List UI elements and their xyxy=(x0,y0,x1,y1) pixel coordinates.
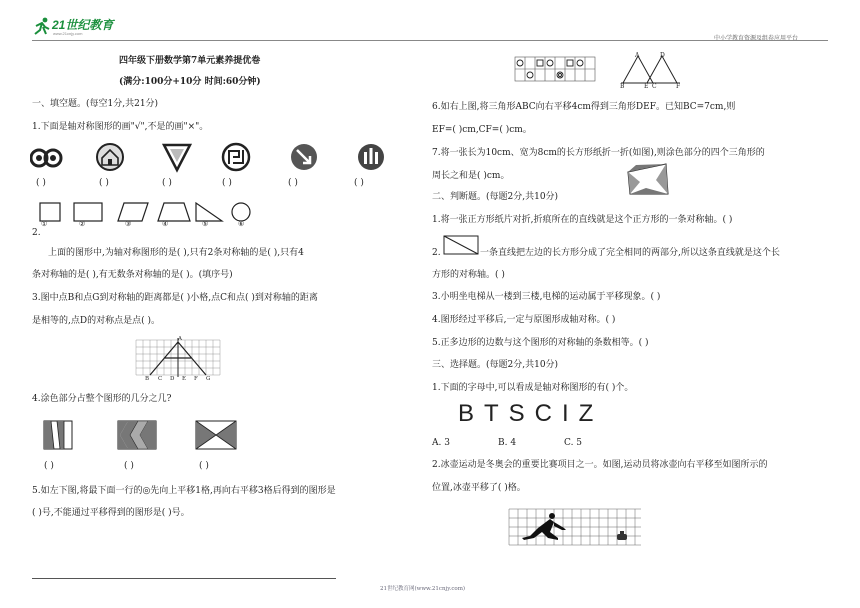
q1-blank-6[interactable]: ( ) xyxy=(354,178,364,188)
q6-label-a: A xyxy=(635,52,640,59)
c2-curling-grid-figure xyxy=(508,508,642,548)
right-triangle-shape xyxy=(196,203,222,221)
q4-figures xyxy=(40,415,246,455)
q6-line1: 6.如右上图,将三角形ABC向右平移4cm得到三角形DEF。已知BC=7cm,则 xyxy=(432,102,736,112)
j2-line2: 方形的对称轴。( ) xyxy=(432,270,505,280)
j3-text: 3.小明坐电梯从一楼到三楼,电梯的运动属于平移现象。( ) xyxy=(432,292,661,302)
shape-label-2: ② xyxy=(79,220,86,228)
q6-label-b: B xyxy=(620,83,625,90)
footer-site: 21世纪教育网(www.21cnjy.com) xyxy=(380,586,466,592)
j2-line1: 一条直线把左边的长方形分成了完全相同的两部分,所以这条直线就是这个长 xyxy=(480,248,780,258)
swirl-circle-icon xyxy=(223,144,249,170)
q6-label-d: D xyxy=(660,52,665,59)
shape-label-1: ① xyxy=(41,220,48,228)
j1-text: 1.将一张正方形纸片对折,折痕所在的直线就是这个正方形的一条对称轴。( ) xyxy=(432,215,733,225)
house-circle-icon xyxy=(97,144,123,170)
q1-blank-2[interactable]: ( ) xyxy=(99,178,109,188)
grid-point-d: D xyxy=(170,376,175,382)
q7-line1: 7.将一张长为10cm、宽为8cm的长方形纸折一折(如图),则涂色部分的四个三角形的 xyxy=(432,148,765,158)
q2-line2: 条对称轴的是( ),有无数条对称轴的是( )。(填序号) xyxy=(32,270,233,280)
q6-line2: EF=( )cm,CF=( )cm。 xyxy=(432,125,532,135)
q4-blank-3[interactable]: ( ) xyxy=(199,461,209,471)
header-logo xyxy=(32,14,122,40)
q6-triangles-figure xyxy=(618,52,684,88)
shape-label-5: ⑤ xyxy=(202,220,209,228)
c2-line2: 位置,冰壶平移了( )格。 xyxy=(432,483,526,493)
q7-folded-paper-figure xyxy=(622,160,672,198)
q1-symbol-figures xyxy=(30,142,390,174)
grid-point-b: B xyxy=(145,376,150,382)
q1-blank-4[interactable]: ( ) xyxy=(222,178,232,188)
inverted-triangle-icon xyxy=(164,145,190,170)
q2-line1: 上面的图形中,为轴对称图形的是( ),只有2条对称轴的是( ),只有4 xyxy=(48,248,304,258)
q4-blank-2[interactable]: ( ) xyxy=(124,461,134,471)
j4-text: 4.图形经过平移后,一定与原图形成轴对称。( ) xyxy=(432,315,616,325)
grid-point-c: C xyxy=(158,376,163,382)
c1-option-b[interactable]: B. 4 xyxy=(498,438,517,448)
runner-logo-icon xyxy=(32,16,52,36)
grid-point-e: E xyxy=(182,376,187,382)
double-ring-icon xyxy=(31,150,61,166)
section3-heading: 三、选择题。(每题2分,共10分) xyxy=(432,360,559,370)
platform-name: 中小学教育资源及组卷应用平台 xyxy=(714,35,799,42)
c1-text: 1.下面的字母中,可以看成是轴对称图形的有( )个。 xyxy=(432,383,634,393)
q6-label-e: E xyxy=(644,83,649,90)
logo-text: 21世纪教育 xyxy=(52,18,114,32)
q4-text: 4.涂色部分占整个图形的几分之几? xyxy=(32,394,172,404)
logo-url: www.21cnjy.com xyxy=(53,31,83,36)
page-subtitle: (满分:100分+10分 时间:60分钟) xyxy=(119,77,261,87)
q5-line1: 5.如左下图,将最下面一行的◎先向上平移1格,再向右平移3格后得到的图形是 xyxy=(32,486,336,496)
c2-line1: 2.冰壶运动是冬奥会的重要比赛项目之一。如图,运动员将冰壶向右平移至如图所示的 xyxy=(432,460,768,470)
j2-number: 2. xyxy=(432,248,441,258)
parallelogram-shape xyxy=(118,203,148,221)
q7-line2: 周长之和是( )cm。 xyxy=(432,171,510,181)
curling-stone-icon xyxy=(617,531,627,540)
c1-option-c[interactable]: C. 5 xyxy=(564,438,583,448)
q3-line1: 3.图中点B和点G到对称轴的距离都是( )小格,点C和点( )到对称轴的距离 xyxy=(32,293,318,303)
shape-label-3: ③ xyxy=(125,220,132,228)
j5-text: 5.正多边形的边数与这个图形的对称轴的条数相等。( ) xyxy=(432,338,649,348)
shape-label-4: ④ xyxy=(162,220,169,228)
envelope-square xyxy=(196,421,236,449)
q1-text: 1.下面是轴对称图形的画"√",不是的画"×"。 xyxy=(32,122,209,132)
striped-parallelogram xyxy=(44,421,72,449)
grid-point-a: A xyxy=(178,336,182,342)
header-rule xyxy=(32,40,828,41)
chevron-rectangle xyxy=(118,421,156,449)
q2-shapes xyxy=(36,198,256,234)
q5-line2: ( )号,不能通过平移得到的图形是( )号。 xyxy=(32,508,190,518)
shape-label-6: ⑥ xyxy=(238,220,245,228)
q2-number: 2. xyxy=(32,228,41,238)
c1-option-a[interactable]: A. 3 xyxy=(432,438,450,448)
section2-heading: 二、判断题。(每题2分,共10分) xyxy=(432,192,559,202)
q1-blank-1[interactable]: ( ) xyxy=(36,178,46,188)
q3-line2: 是相等的,点D的对称点是点( )。 xyxy=(32,316,160,326)
bank-circle-icon xyxy=(358,144,384,170)
section1-heading: 一、填空题。(每空1分,共21分) xyxy=(32,99,159,109)
j2-rectangle-diagonal xyxy=(443,235,479,255)
q4-blank-1[interactable]: ( ) xyxy=(44,461,54,471)
page-title: 四年级下册数学第7单元素养提优卷 xyxy=(119,56,261,66)
c1-letters: BTSCIZ xyxy=(458,400,604,427)
q1-blank-3[interactable]: ( ) xyxy=(162,178,172,188)
grid-point-g: G xyxy=(206,376,211,382)
footer-rule xyxy=(32,578,336,579)
q6-label-f: F xyxy=(676,83,681,90)
q6-label-c: C xyxy=(652,83,657,90)
q1-blank-5[interactable]: ( ) xyxy=(288,178,298,188)
q5-grid-figure xyxy=(514,56,596,82)
grid-point-f: F xyxy=(194,376,198,382)
arrow-circle-icon xyxy=(291,144,317,170)
